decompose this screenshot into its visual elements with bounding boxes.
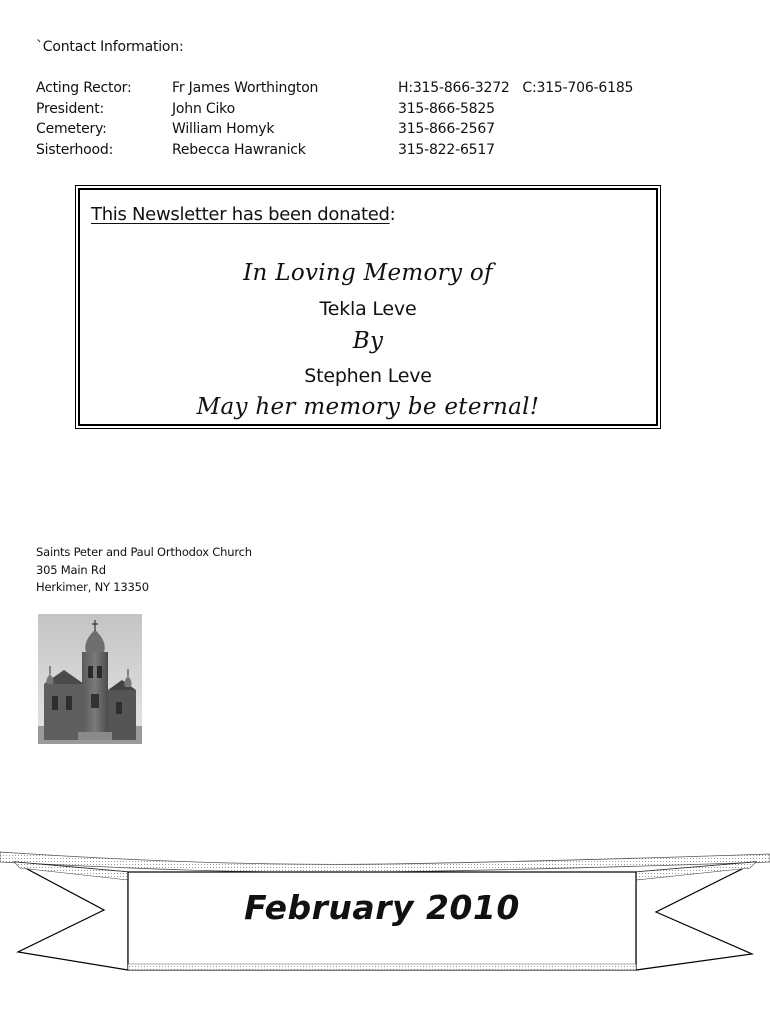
contact-name: Rebecca Hawranick [172,141,306,158]
by-line: By [352,328,384,354]
month-title: February 2010 [244,888,520,927]
contact-name: William Homyk [172,121,275,137]
eternal-memory-line: May her memory be eternal! [196,394,540,420]
church-name: Saints Peter and Paul Orthodox Church [36,545,252,559]
donation-heading-colon: : [389,204,396,225]
church-address [36,544,252,597]
contact-role: Acting Rector: [36,80,132,96]
city-state-zip: Herkimer, NY 13350 [36,580,149,594]
contact-phone: H:315-866-3272 C:315-706-6185 [398,80,634,96]
contact-table [36,80,676,162]
contact-row-president [36,101,676,122]
church-photo [38,614,142,744]
contact-role: Sisterhood: [36,141,114,158]
contact-name: Fr James Worthington [172,80,319,96]
contact-phone: 315-822-6517 [398,141,495,158]
contact-row-sisterhood [36,142,676,163]
donor-name: Stephen Leve [304,365,432,387]
contact-role: Cemetery: [36,121,107,137]
street-address: 305 Main Rd [36,562,106,577]
contact-phone: 315-866-2567 [398,121,495,137]
contact-heading: `Contact Information: [36,39,184,55]
contact-name: John Ciko [172,100,235,117]
contact-phone: 315-866-5825 [398,100,495,117]
donation-box [75,185,661,429]
memory-line: In Loving Memory of [243,260,493,286]
donation-heading [91,204,395,225]
contact-row-cemetery [36,121,676,142]
honoree-name: Tekla Leve [319,298,417,320]
donation-box-inner [78,188,658,426]
contact-role: President: [36,100,105,117]
donation-heading-text: This Newsletter has been donated [91,204,390,225]
contact-row-rector [36,80,676,101]
